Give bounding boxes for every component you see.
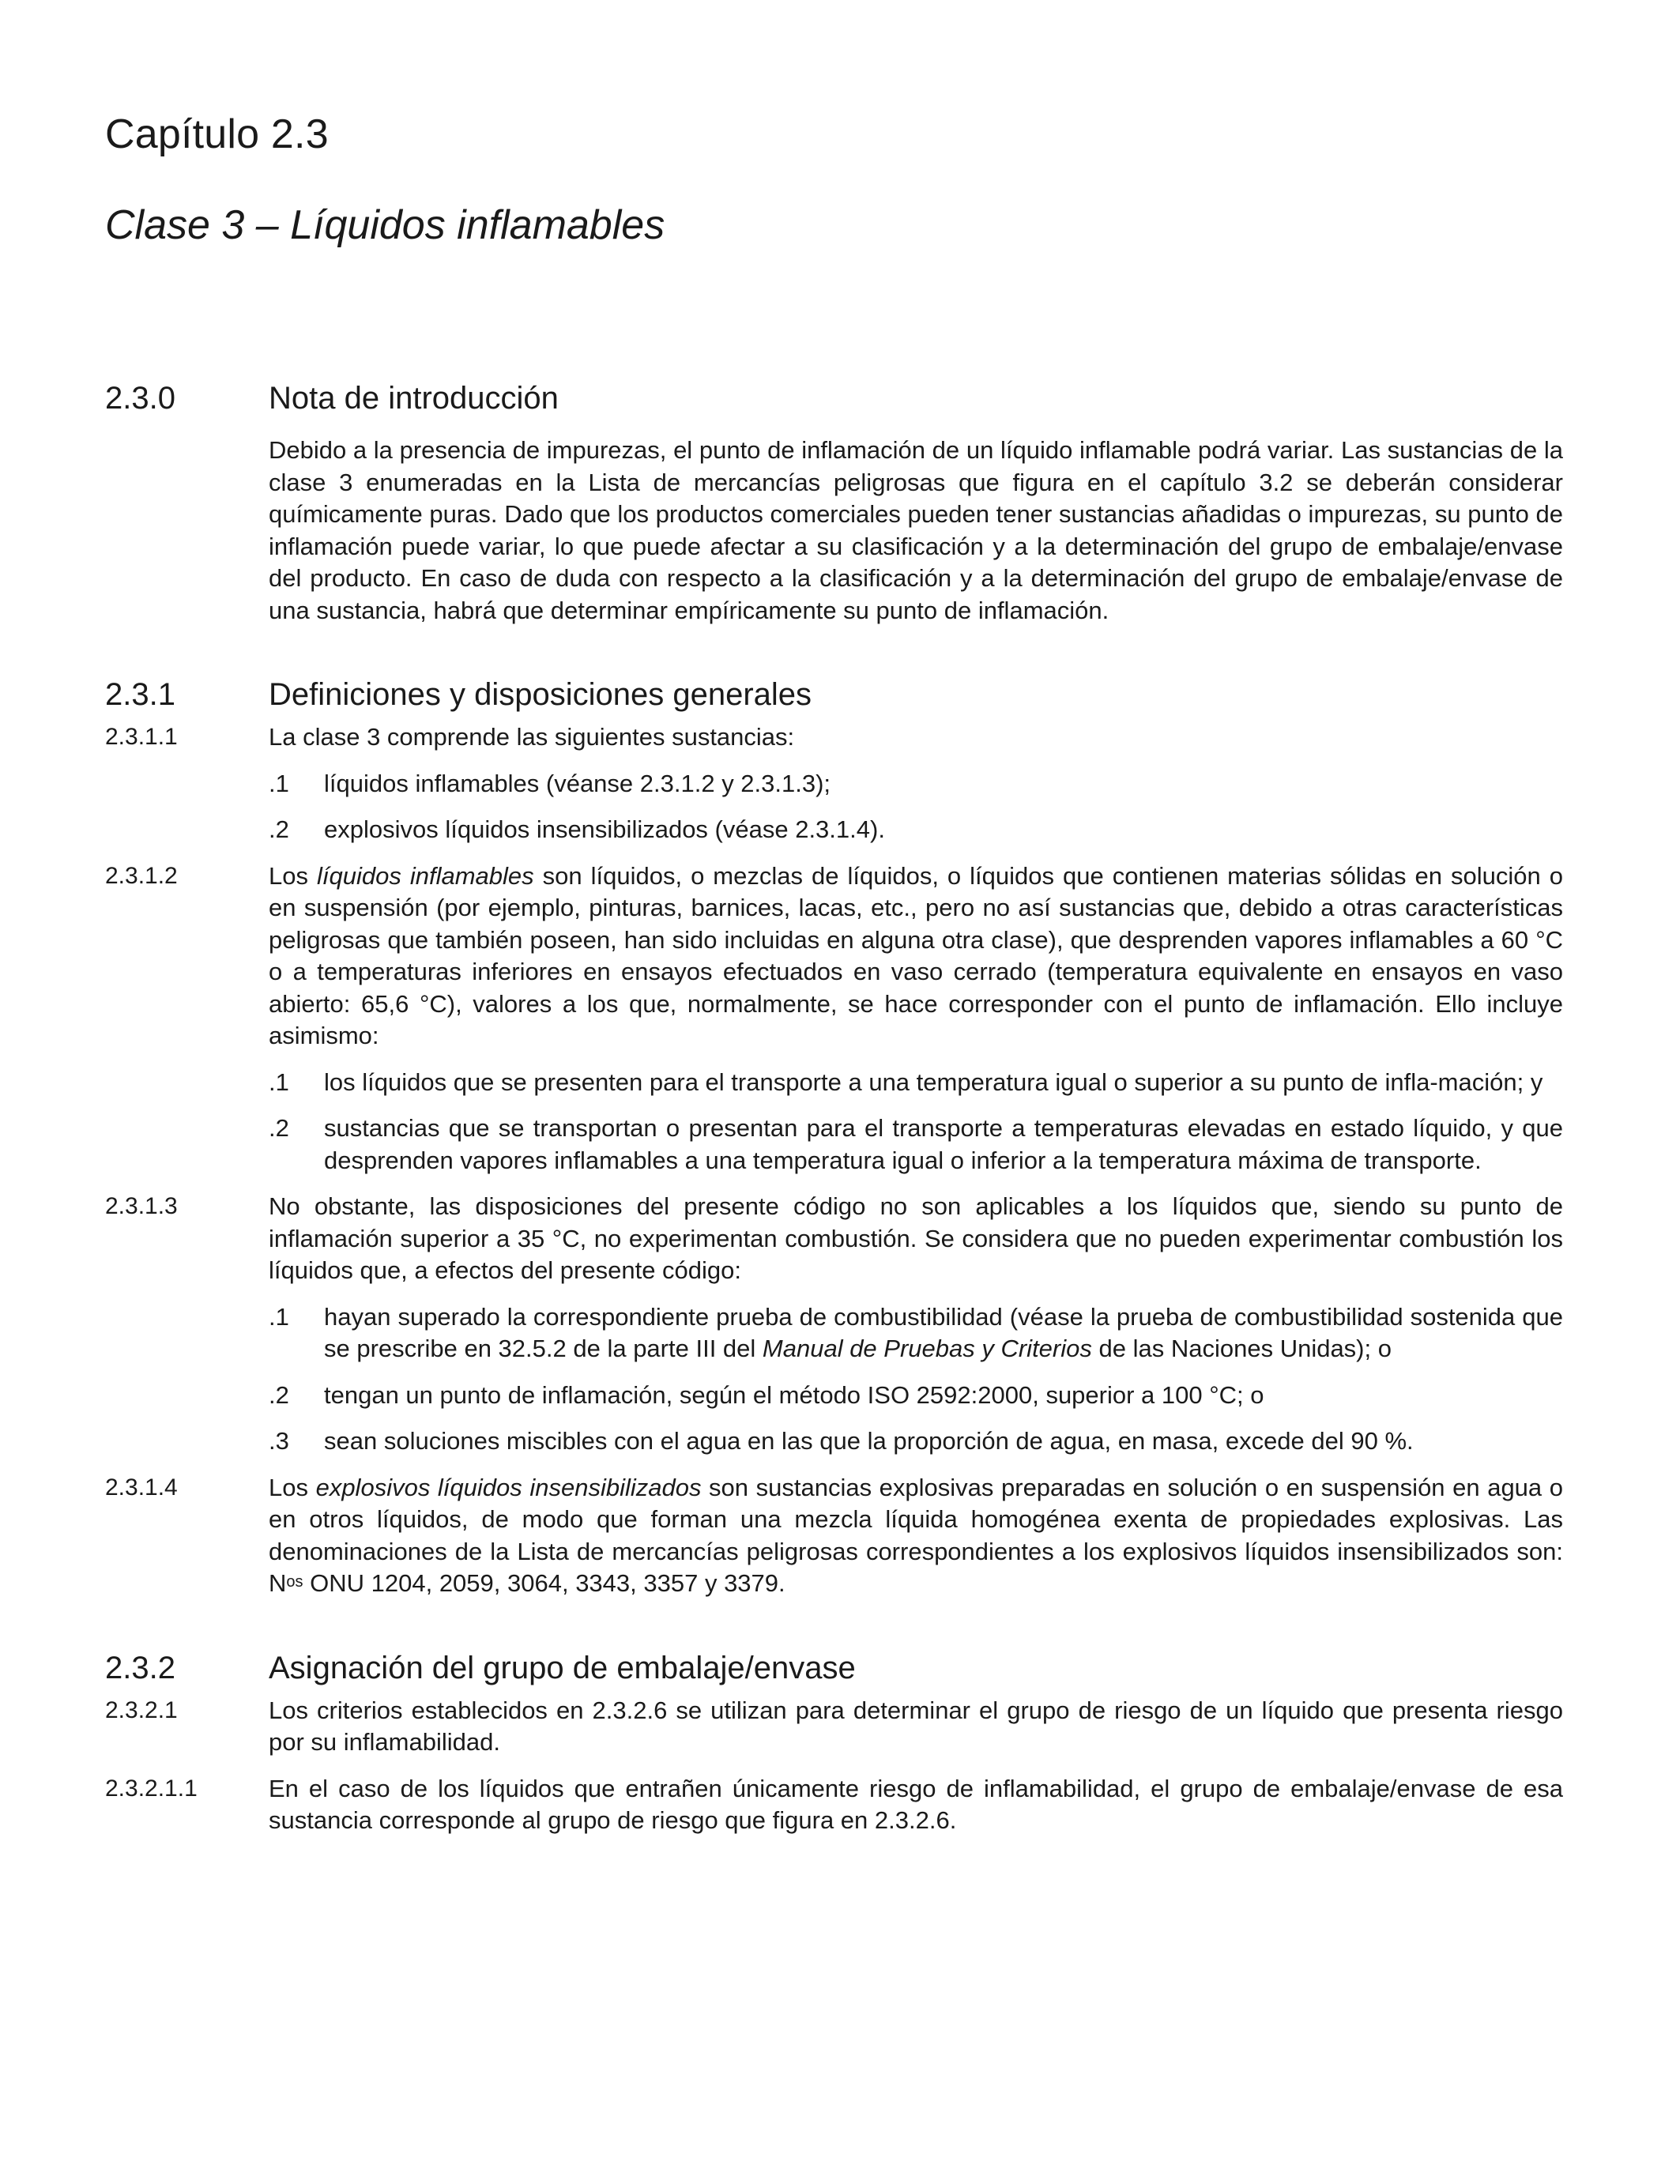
section-2-3-1 bbox=[105, 676, 1563, 1600]
paragraph-2-3-1-4 bbox=[105, 1472, 1563, 1600]
paragraph-number: 2.3.1.3 bbox=[105, 1193, 178, 1219]
paragraph-text bbox=[269, 1472, 1563, 1600]
superscript: os bbox=[286, 1573, 303, 1591]
text-run: de las Naciones Unidas); o bbox=[1091, 1335, 1392, 1362]
paragraph-text: En el caso de los líquidos que entrañen únicamente riesgo de inflamabilidad, el grupo de embalaje/envase de esa sustancia corresponde al grupo de riesgo que figura en 2.3.2.6. bbox=[269, 1774, 1563, 1834]
item-list bbox=[269, 768, 1563, 846]
section-title: Definiciones y disposiciones generales bbox=[269, 677, 812, 712]
list-item bbox=[269, 1113, 1563, 1177]
section-heading bbox=[105, 676, 1563, 714]
list-item bbox=[269, 1425, 1563, 1458]
item-text bbox=[324, 1301, 1563, 1365]
item-text: líquidos inflamables (véanse 2.3.1.2 y 2.3.1.3); bbox=[324, 769, 831, 797]
section-title: Asignación del grupo de embalaje/envase bbox=[269, 1650, 856, 1685]
item-text: sustancias que se transportan o presentan para el transporte a temperaturas elevadas en estado líquido, y que desprenden vapores inflamables a una temperatura igual o inferior a la temperatura máxima de transporte. bbox=[324, 1114, 1563, 1174]
intro-paragraph: Debido a la presencia de impurezas, el punto de inflamación de un líquido inflamable podrá variar. Las sustancias de la clase 3 enumeradas en la Lista de mercancías peligrosas que figura en el capítulo 3.2 se deberán considerar químicamente puras. Dado que los productos comerciales pueden tener sustancias añadidas o impurezas, su punto de inflamación puede variar, lo que puede afectar a su clasificación y a la determinación del grupo de embalaje/envase del producto. En caso de duda con respecto a la clasificación y a la determinación del grupo de embalaje/envase de una sustancia, habrá que determinar empíricamente su punto de inflamación. bbox=[269, 436, 1563, 624]
item-number: .2 bbox=[269, 1114, 289, 1142]
paragraph-text bbox=[269, 860, 1563, 1052]
item-number: .1 bbox=[269, 1068, 289, 1096]
paragraph-number: 2.3.1.1 bbox=[105, 724, 178, 750]
emphasized-term: líquidos inflamables bbox=[316, 861, 534, 890]
item-text: los líquidos que se presenten para el transporte a una temperatura igual o superior a su punto de infla-mación; y bbox=[324, 1068, 1543, 1096]
paragraph-number: 2.3.2.1.1 bbox=[105, 1775, 198, 1802]
list-item bbox=[269, 1067, 1563, 1099]
section-title: Nota de introducción bbox=[269, 381, 559, 416]
document-content bbox=[105, 379, 1563, 1837]
paragraph-2-3-2-1 bbox=[105, 1695, 1563, 1759]
chapter-subtitle: Clase 3 – Líquidos inflamables bbox=[105, 202, 665, 248]
item-list bbox=[269, 1067, 1563, 1177]
item-number: .1 bbox=[269, 769, 289, 797]
item-number: .2 bbox=[269, 815, 289, 843]
item-text: tengan un punto de inflamación, según el método ISO 2592:2000, superior a 100 °C; o bbox=[324, 1380, 1264, 1409]
item-number: .1 bbox=[269, 1302, 289, 1331]
list-item bbox=[269, 768, 1563, 800]
list-item bbox=[269, 1301, 1563, 1365]
paragraph-number: 2.3.1.4 bbox=[105, 1474, 178, 1501]
section-number: 2.3.2 bbox=[105, 1650, 175, 1685]
list-item bbox=[269, 1380, 1563, 1412]
item-number: .2 bbox=[269, 1380, 289, 1409]
emphasized-title: Manual de Pruebas y Criterios bbox=[762, 1335, 1092, 1362]
chapter-title: Capítulo 2.3 bbox=[105, 111, 329, 157]
text-run: Los bbox=[269, 1473, 316, 1501]
section-2-3-0 bbox=[105, 379, 1563, 627]
paragraph-text: Los criterios establecidos en 2.3.2.6 se utilizan para determinar el grupo de riesgo de un líquido que presenta riesgo por su inflamabilidad. bbox=[269, 1696, 1563, 1756]
section-number: 2.3.0 bbox=[105, 381, 175, 416]
text-run: ONU 1204, 2059, 3064, 3343, 3357 y 3379. bbox=[303, 1569, 785, 1597]
text-run: hayan superado la correspondiente prueba de combustibilidad (véase la prueba de combustibilidad sostenida que se prescribe en 32.5.2 de la parte III del bbox=[324, 1302, 1563, 1362]
section-number: 2.3.1 bbox=[105, 677, 175, 712]
item-list bbox=[269, 1301, 1563, 1458]
paragraph-2-3-1-1 bbox=[105, 721, 1563, 754]
text-run: son sustancias explosivas preparadas en solución o en suspensión en agua o en otros líquidos, de modo que forman una mezcla líquida homogénea exenta de propiedades explosivas. Las denominaciones de la Lista de mercancías peligrosas correspondientes a los explosivos líquidos insensibilizados son: N bbox=[269, 1473, 1563, 1597]
paragraph-number: 2.3.1.2 bbox=[105, 862, 178, 889]
section-2-3-2 bbox=[105, 1649, 1563, 1837]
emphasized-term: explosivos líquidos insensibilizados bbox=[315, 1473, 702, 1501]
paragraph-2-3-1-2 bbox=[105, 860, 1563, 1052]
paragraph-2-3-2-1-1 bbox=[105, 1773, 1563, 1837]
item-text: sean soluciones miscibles con el agua en las que la proporción de agua, en masa, excede del 90 %. bbox=[324, 1427, 1414, 1455]
section-heading bbox=[105, 1649, 1563, 1687]
section-heading bbox=[105, 379, 1563, 417]
item-text: explosivos líquidos insensibilizados (véase 2.3.1.4). bbox=[324, 815, 885, 843]
paragraph-text: La clase 3 comprende las siguientes sustancias: bbox=[269, 723, 795, 751]
paragraph-number: 2.3.2.1 bbox=[105, 1696, 178, 1723]
text-run: son líquidos, o mezclas de líquidos, o líquidos que contienen materias sólidas en solución o en suspensión (por ejemplo, pinturas, barnices, lacas, etc., pero no así sustancias que, debido a otras características peligrosas que también poseen, han sido incluidas en alguna otra clase), que desprenden vapores inflamables a 60 °C o a temperaturas inferiores en ensayos efectuados en vaso cerrado (temperatura equivalente en ensayos en vaso abierto: 65,6 °C), valores a los que, normalmente, se hace corresponder con el punto de inflamación. Ello incluye asimismo: bbox=[269, 861, 1563, 1049]
paragraph-text: No obstante, las disposiciones del presente código no son aplicables a los líquidos que, siendo su punto de inflamación superior a 35 °C, no experimentan combustión. Se considera que no pueden experimentar combustión los líquidos que, a efectos del presente código: bbox=[269, 1192, 1563, 1284]
item-number: .3 bbox=[269, 1427, 289, 1455]
list-item bbox=[269, 814, 1563, 846]
text-run: Los bbox=[269, 861, 317, 890]
paragraph-2-3-1-3 bbox=[105, 1191, 1563, 1287]
